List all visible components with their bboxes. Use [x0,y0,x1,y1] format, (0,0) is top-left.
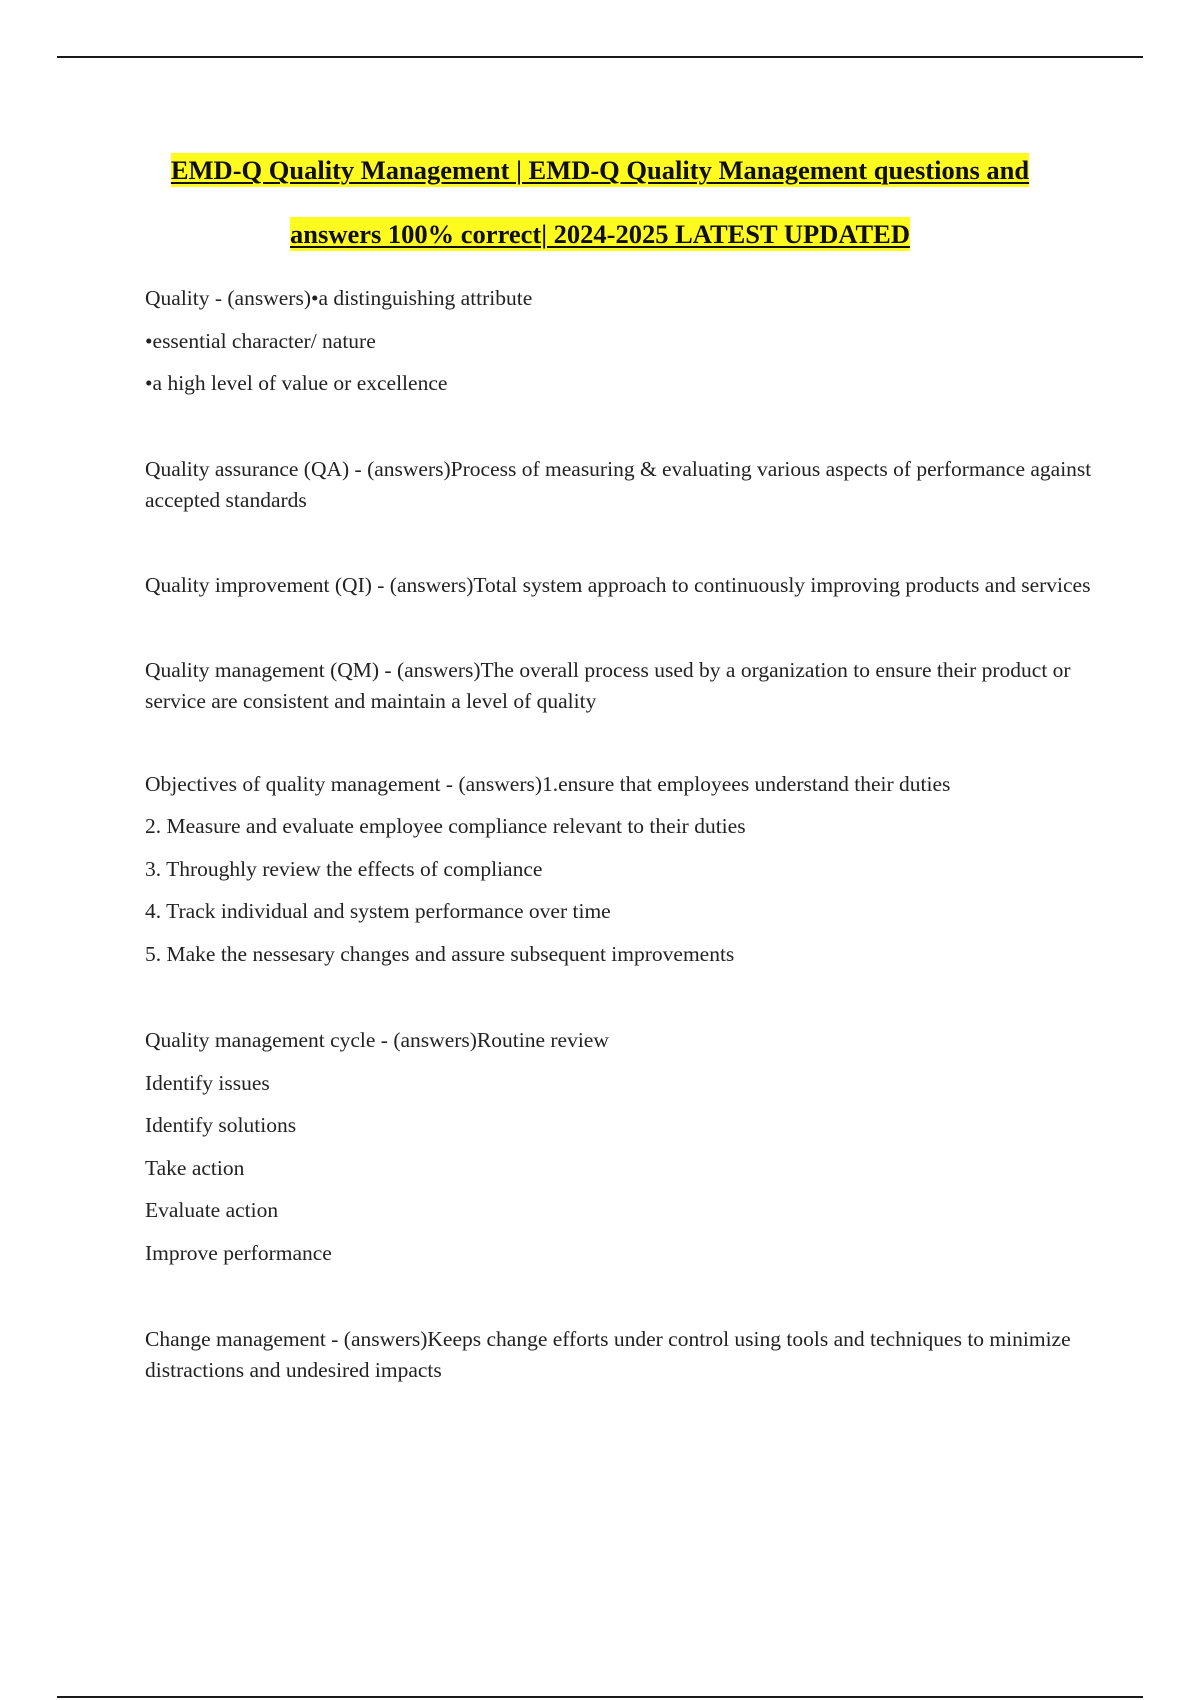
bottom-rule [57,1696,1143,1698]
entry-qa-text: Quality assurance (QA) - (answers)Process of measuring & evaluating various aspects of performance against accepted standards [145,456,1092,512]
entry-quality-line-3: •a high level of value or excellence [145,371,448,395]
entry-objectives [145,769,1095,982]
entry-quality-line-2: •essential character/ nature [145,328,376,353]
entry-qm-text: Quality management (QM) - (answers)The overall process used by a organization to ensure their product or service are consistent and maintain a level of quality [145,657,1071,713]
entry-cycle-line-4: Take action [145,1155,245,1180]
entry-objectives-line-5: 5. Make the nessesary changes and assure subsequent improvements [145,941,735,966]
entry-objectives-line-2: 2. Measure and evaluate employee compliance relevant to their duties [145,814,746,838]
entry-objectives-line-1: Objectives of quality management - (answers)1.ensure that employees understand their duties [145,771,951,796]
title-line-1 [100,138,1100,202]
entry-quality [145,283,1095,411]
entry-objectives-line-3: 3. Throughly review the effects of compliance [145,856,543,881]
document-body [145,283,1095,1386]
entry-change-text: Change management - (answers)Keeps change efforts under control using tools and techniques to minimize distractions and undesired impacts [145,1327,1071,1382]
entry-cycle [145,1025,1095,1280]
document-title [100,138,1100,266]
top-rule [57,56,1143,58]
entry-qi-text: Quality improvement (QI) - (answers)Total system approach to continuously improving products and services [145,572,1091,597]
entry-quality-assurance [145,454,1095,516]
title-line-2-text: answers 100% correct| 2024-2025 LATEST UPDATED [290,219,910,249]
entry-quality-management [145,655,1095,717]
entry-cycle-line-5: Evaluate action [145,1198,279,1222]
entry-cycle-line-6: Improve performance [145,1240,332,1265]
title-line-1-text: EMD-Q Quality Management | EMD-Q Quality Management questions and [170,155,1030,185]
entry-change-management [145,1324,1095,1386]
entry-cycle-line-2: Identify issues [145,1070,270,1095]
entry-quality-improvement [145,570,1095,601]
entry-cycle-line-1: Quality management cycle - (answers)Routine review [145,1028,609,1052]
entry-quality-line-1: Quality - (answers)•a distinguishing attribute [145,286,533,310]
entry-cycle-line-3: Identify solutions [145,1113,297,1137]
entry-objectives-line-4: 4. Track individual and system performance over time [145,899,611,923]
title-line-2 [100,202,1100,266]
